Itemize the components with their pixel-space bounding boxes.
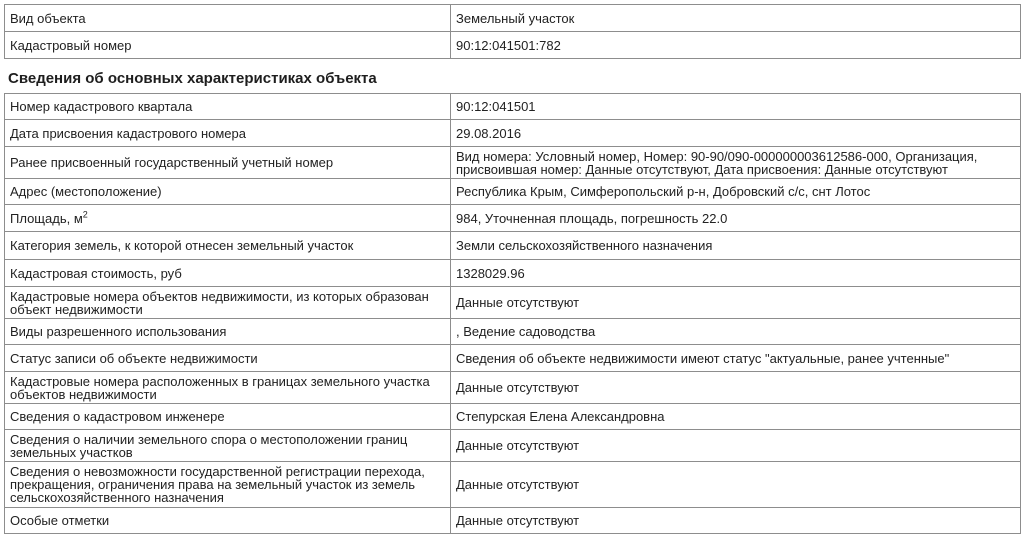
address-value: Республика Крым, Симферопольский р-н, Добровский с/с, снт Лотос <box>451 179 1021 205</box>
object-type-label: Вид объекта <box>5 5 451 32</box>
table-row <box>5 32 1021 59</box>
located-objects-value: Данные отсутствуют <box>451 372 1021 404</box>
record-status-value: Сведения об объекте недвижимости имеют статус "актуальные, ранее учтенные" <box>451 345 1021 372</box>
table-row <box>5 287 1021 319</box>
table-row <box>5 205 1021 232</box>
table-row <box>5 179 1021 205</box>
origin-numbers-label: Кадастровые номера объектов недвижимости, из которых образован объект недвижимости <box>5 287 451 319</box>
land-category-value: Земли сельскохозяйственного назначения <box>451 232 1021 260</box>
section-title: Сведения об основных характеристиках объекта <box>8 70 377 87</box>
table-row <box>5 462 1021 508</box>
object-type-value: Земельный участок <box>451 5 1021 32</box>
area-label <box>5 205 451 232</box>
located-objects-label: Кадастровые номера расположенных в границах земельного участка объектов недвижимости <box>5 372 451 404</box>
address-label: Адрес (местоположение) <box>5 179 451 205</box>
table-row <box>5 120 1021 147</box>
quarter-label: Номер кадастрового квартала <box>5 94 451 120</box>
characteristics-table <box>4 93 1021 534</box>
table-row <box>5 147 1021 179</box>
table-row <box>5 319 1021 345</box>
prev-number-label: Ранее присвоенный государственный учетный номер <box>5 147 451 179</box>
registration-impossibility-value: Данные отсутствуют <box>451 462 1021 508</box>
cadastral-cost-label: Кадастровая стоимость, руб <box>5 260 451 287</box>
engineer-label: Сведения о кадастровом инженере <box>5 404 451 430</box>
table-row <box>5 5 1021 32</box>
object-summary-table <box>4 4 1021 59</box>
registration-impossibility-label: Сведения о невозможности государственной регистрации перехода, прекращения, ограничения права на земельный участок из земель сельскохозяйственного назначения <box>5 462 451 508</box>
area-label-superscript: 2 <box>82 209 88 220</box>
land-dispute-value: Данные отсутствуют <box>451 430 1021 462</box>
date-assigned-value: 29.08.2016 <box>451 120 1021 147</box>
quarter-value: 90:12:041501 <box>451 94 1021 120</box>
table-row <box>5 94 1021 120</box>
special-notes-value: Данные отсутствуют <box>451 508 1021 534</box>
area-label-text: Площадь, м <box>10 210 83 226</box>
cadastral-cost-value: 1328029.96 <box>451 260 1021 287</box>
prev-number-value: Вид номера: Условный номер, Номер: 90-90/090-000000003612586-000, Организация, присвоившая номер: Данные отсутствуют, Дата присвоения: Данные отсутствуют <box>451 147 1021 179</box>
cadastral-number-label: Кадастровый номер <box>5 32 451 59</box>
permitted-use-value: , Ведение садоводства <box>451 319 1021 345</box>
permitted-use-label: Виды разрешенного использования <box>5 319 451 345</box>
area-value: 984, Уточненная площадь, погрешность 22.0 <box>451 205 1021 232</box>
table-row <box>5 345 1021 372</box>
table-row <box>5 232 1021 260</box>
table-row <box>5 260 1021 287</box>
table-row <box>5 372 1021 404</box>
land-dispute-label: Сведения о наличии земельного спора о местоположении границ земельных участков <box>5 430 451 462</box>
record-status-label: Статус записи об объекте недвижимости <box>5 345 451 372</box>
origin-numbers-value: Данные отсутствуют <box>451 287 1021 319</box>
cadastral-number-value: 90:12:041501:782 <box>451 32 1021 59</box>
table-row <box>5 404 1021 430</box>
engineer-value: Степурская Елена Александровна <box>451 404 1021 430</box>
special-notes-label: Особые отметки <box>5 508 451 534</box>
date-assigned-label: Дата присвоения кадастрового номера <box>5 120 451 147</box>
land-category-label: Категория земель, к которой отнесен земельный участок <box>5 232 451 260</box>
table-row <box>5 430 1021 462</box>
